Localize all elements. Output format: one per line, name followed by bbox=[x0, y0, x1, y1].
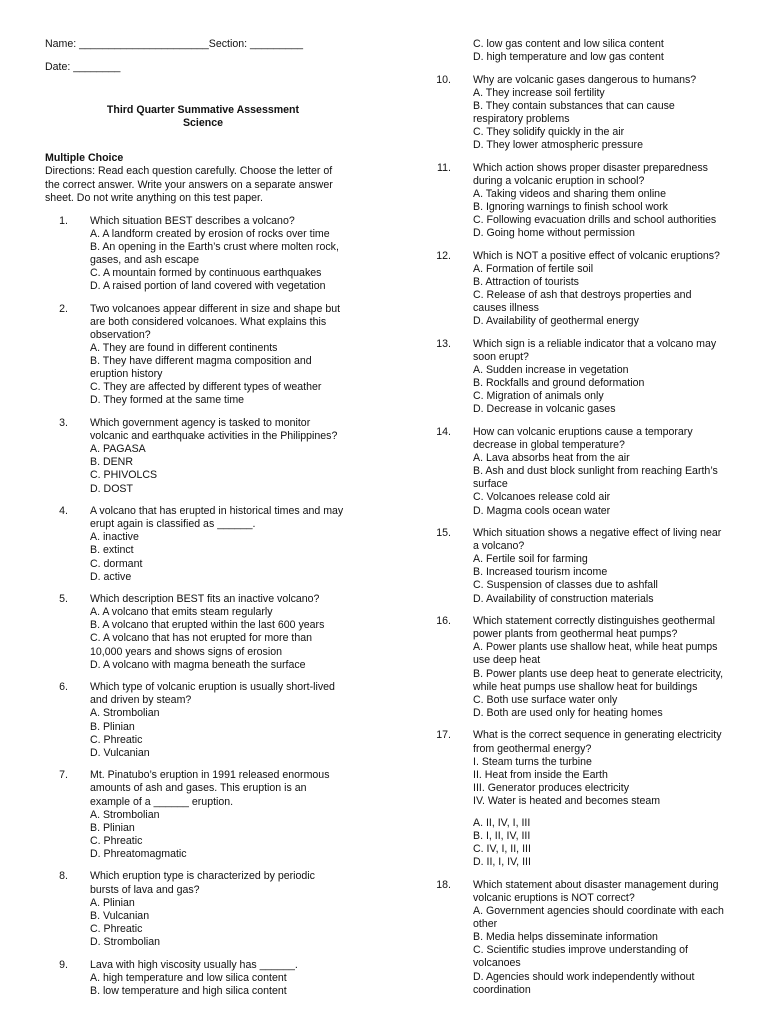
question-text-line: volcanic eruptions is NOT correct? bbox=[473, 891, 635, 904]
question-text-line: amounts of ash and gases. This eruption is an bbox=[90, 782, 307, 795]
question-text-line: C. Migration of animals only bbox=[473, 390, 604, 403]
question-text-line: A. inactive bbox=[90, 531, 139, 544]
question-text-line: C. They solidify quickly in the air bbox=[473, 126, 625, 139]
question-text-line: B. An opening in the Earth’s crust where molten rock, bbox=[90, 240, 339, 253]
question-text-line: D. Agencies should work independently without bbox=[473, 970, 695, 983]
spacer bbox=[473, 808, 728, 817]
question-text-line: are both considered volcanoes. What explains this bbox=[90, 315, 327, 328]
question-number: 12. bbox=[436, 249, 451, 262]
question-text-line: IV. Water is heated and becomes steam bbox=[473, 794, 661, 807]
question-text-line: Which eruption type is characterized by periodic bbox=[90, 870, 315, 883]
question-text-line: C. Scientific studies improve understanding of bbox=[473, 944, 688, 957]
question-text-line: surface bbox=[473, 478, 508, 491]
question-text-line: B. Rockfalls and ground deformation bbox=[473, 377, 645, 390]
name-section-line: Name: ______________________Section: _________ bbox=[45, 38, 304, 50]
question-text-line: C. Following evacuation drills and school authorities bbox=[473, 214, 717, 227]
question-text-line: C. Volcanoes release cold air bbox=[473, 491, 611, 504]
directions-line: sheet. Do not write anything on this test paper. bbox=[45, 191, 263, 204]
question-text-line: observation? bbox=[90, 329, 151, 341]
question-item bbox=[45, 505, 375, 584]
question-item bbox=[45, 593, 375, 672]
question-text-line: D. A volcano with magma beneath the surface bbox=[90, 658, 306, 671]
question-item bbox=[428, 729, 728, 869]
question-body bbox=[90, 505, 375, 584]
question-text-line: causes illness bbox=[473, 302, 539, 315]
question-number: 4. bbox=[59, 505, 68, 518]
question-number: 15. bbox=[436, 527, 451, 540]
question-text-line: B. They have different magma composition and bbox=[90, 355, 312, 368]
question-text-line: volcanoes bbox=[473, 957, 521, 970]
question-body bbox=[90, 959, 375, 998]
question-number bbox=[428, 38, 473, 64]
question-item bbox=[45, 870, 375, 949]
question-text-line: D. They lower atmospheric pressure bbox=[473, 139, 643, 152]
question-body bbox=[473, 729, 728, 869]
question-text-line: decrease in global temperature? bbox=[473, 439, 625, 452]
question-text-line: gases, and ash escape bbox=[90, 254, 199, 267]
question-body bbox=[473, 162, 728, 241]
question-text-line: B. extinct bbox=[90, 544, 134, 557]
question-text-line: A. Taking videos and sharing them online bbox=[473, 187, 666, 200]
question-text-line: B. Ash and dust block sunlight from reaching Earth’s bbox=[473, 465, 718, 478]
question-text-line: Which government agency is tasked to monitor bbox=[90, 417, 311, 430]
question-text-line: Which statement about disaster management during bbox=[473, 878, 719, 891]
directions bbox=[45, 165, 375, 204]
question-number: 10. bbox=[436, 73, 451, 86]
question-text-line: erupt again is classified as ______. bbox=[90, 518, 256, 531]
question-body bbox=[90, 593, 375, 672]
question-number: 13. bbox=[436, 337, 451, 350]
question-body bbox=[473, 879, 728, 997]
question-number: 6. bbox=[59, 681, 68, 694]
question-text-line: B. They contain substances that can cause bbox=[473, 99, 675, 112]
question-text-line: B. low temperature and high silica content bbox=[90, 984, 287, 997]
question-text-line: A. Sudden increase in vegetation bbox=[473, 364, 629, 377]
question-text-line: eruption history bbox=[90, 368, 163, 381]
question-number: 1. bbox=[59, 214, 68, 227]
question-number: 17. bbox=[436, 729, 451, 742]
question-item bbox=[428, 74, 728, 153]
question-text-line: use deep heat bbox=[473, 654, 541, 667]
question-text-line: volcanic and earthquake activities in the Philippines? bbox=[90, 430, 338, 443]
question-text-line: Which sign is a reliable indicator that a volcano may bbox=[473, 337, 717, 350]
question-number: 7. bbox=[59, 769, 68, 782]
question-number: 16. bbox=[436, 615, 451, 628]
title-line-1: Third Quarter Summative Assessment bbox=[106, 104, 300, 117]
question-body bbox=[473, 38, 728, 64]
question-body bbox=[473, 250, 728, 329]
question-text-line: Mt. Pinatubo’s eruption in 1991 released enormous bbox=[90, 769, 330, 782]
question-text-line: C. Phreatic bbox=[90, 922, 143, 935]
question-text-line: A. Formation of fertile soil bbox=[473, 262, 594, 275]
question-number: 9. bbox=[59, 958, 68, 971]
question-text-line: B. Power plants use deep heat to generate electricity, bbox=[473, 667, 724, 680]
answer-option: D. high temperature and low gas content bbox=[473, 51, 664, 64]
question-text-line: D. Availability of construction materials bbox=[473, 592, 654, 605]
question-text-line: Which description BEST fits an inactive volcano? bbox=[90, 593, 320, 606]
question-text-line: C. Phreatic bbox=[90, 733, 143, 746]
question-body bbox=[90, 303, 375, 408]
question-body bbox=[473, 615, 728, 720]
question-number: 5. bbox=[59, 593, 68, 606]
question-text-line: D. Magma cools ocean water bbox=[473, 504, 611, 517]
question-item bbox=[428, 426, 728, 518]
question-item bbox=[45, 959, 375, 998]
question-text-line: other bbox=[473, 918, 498, 931]
question-text-line: bursts of lava and gas? bbox=[90, 883, 200, 896]
question-text-line: C. They are affected by different types of weather bbox=[90, 381, 322, 394]
question-text-line: B. A volcano that erupted within the last 600 years bbox=[90, 619, 325, 632]
question-text-line: A. Strombolian bbox=[90, 707, 160, 720]
question-text-line: B. Ignoring warnings to finish school work bbox=[473, 201, 668, 214]
question-text-line: respiratory problems bbox=[473, 112, 570, 125]
question-text-line: Which situation BEST describes a volcano? bbox=[90, 214, 295, 227]
answer-option: C. low gas content and low silica content bbox=[473, 38, 664, 50]
question-text-line: and driven by steam? bbox=[90, 694, 192, 707]
question-body bbox=[90, 769, 375, 861]
question-text-line: D. active bbox=[90, 570, 132, 583]
question-number: 8. bbox=[59, 870, 68, 883]
question-text-line: Why are volcanic gases dangerous to humans? bbox=[473, 73, 697, 86]
question-text-line: D. DOST bbox=[90, 482, 133, 495]
question-item bbox=[45, 681, 375, 760]
question-text-line: Two volcanoes appear different in size and shape but bbox=[90, 302, 341, 315]
question-text-line: D. They formed at the same time bbox=[90, 394, 245, 407]
question-text-line: coordination bbox=[473, 983, 531, 996]
question-text-line: C. dormant bbox=[90, 557, 143, 570]
question-text-line: B. Media helps disseminate information bbox=[473, 931, 658, 944]
question-text-line: D. Decrease in volcanic gases bbox=[473, 403, 616, 416]
question-body bbox=[90, 215, 375, 294]
question-item bbox=[45, 215, 375, 294]
question-text-line: C. PHIVOLCS bbox=[90, 469, 158, 482]
question-text-line: A. They increase soil fertility bbox=[473, 86, 605, 99]
question-body bbox=[90, 417, 375, 496]
question-text-line: III. Generator produces electricity bbox=[473, 781, 630, 794]
question-text-line: A. A volcano that emits steam regularly bbox=[90, 606, 273, 619]
question-text-line: B. Attraction of tourists bbox=[473, 276, 579, 288]
question-item bbox=[45, 769, 375, 861]
question-text-line: C. Phreatic bbox=[90, 834, 143, 847]
question-text-line: C. Both use surface water only bbox=[473, 693, 618, 706]
question-item bbox=[45, 417, 375, 496]
directions-line: Directions: Read each question carefully. Choose the letter of bbox=[45, 165, 333, 178]
question-text-line: Which type of volcanic eruption is usually short-lived bbox=[90, 681, 335, 694]
question-text-line: D. Both are used only for heating homes bbox=[473, 706, 663, 719]
question-text-line: B. Increased tourism income bbox=[473, 566, 608, 579]
question-text-line: A. Lava absorbs heat from the air bbox=[473, 452, 630, 465]
question-text-line: B. Vulcanian bbox=[90, 909, 150, 922]
question-text-line: C. A volcano that has not erupted for more than bbox=[90, 632, 313, 645]
question-item bbox=[428, 338, 728, 417]
question-text-line: C. Release of ash that destroys properties and bbox=[473, 289, 692, 302]
question-text-line: a volcano? bbox=[473, 540, 525, 553]
question-text-line: Which is NOT a positive effect of volcanic eruptions? bbox=[473, 249, 720, 262]
question-body bbox=[473, 338, 728, 417]
title-line-2: Science bbox=[182, 117, 224, 130]
right-question-list bbox=[428, 74, 728, 997]
question-text-line: A volcano that has erupted in historical times and may bbox=[90, 505, 344, 518]
left-column bbox=[45, 38, 375, 1007]
question-text-line: D. Availability of geothermal energy bbox=[473, 315, 639, 328]
page-title bbox=[45, 104, 361, 130]
question-text-line: A. Strombolian bbox=[90, 808, 160, 821]
question-text-line: C. IV, I, II, III bbox=[473, 843, 531, 856]
question-item bbox=[428, 162, 728, 241]
question-text-line: D. A raised portion of land covered with vegetation bbox=[90, 280, 326, 293]
question-text-line: Which action shows proper disaster preparedness bbox=[473, 161, 708, 174]
question-text-line: A. A landform created by erosion of rocks over time bbox=[90, 227, 330, 240]
question-text-line: A. Plinian bbox=[90, 896, 135, 909]
question-text-line: Lava with high viscosity usually has ______. bbox=[90, 958, 298, 971]
question-text-line: A. They are found in different continents bbox=[90, 342, 278, 355]
question-text-line: soon erupt? bbox=[473, 350, 529, 363]
question-text-line: B. Plinian bbox=[90, 720, 135, 733]
question-body bbox=[473, 426, 728, 518]
question-text-line: D. Phreatomagmatic bbox=[90, 847, 187, 860]
question-text-line: example of a ______ eruption. bbox=[90, 795, 234, 808]
question-text-line: from geothermal energy? bbox=[473, 742, 592, 755]
question-text-line: B. DENR bbox=[90, 456, 133, 469]
question-item bbox=[428, 615, 728, 720]
question-item bbox=[428, 879, 728, 997]
left-question-list bbox=[45, 215, 375, 998]
question-text-line: power plants from geothermal heat pumps? bbox=[473, 628, 678, 641]
date-line: Date: ________ bbox=[45, 61, 121, 74]
question-text-line: D. Strombolian bbox=[90, 935, 161, 948]
question-text-line: What is the correct sequence in generating electricity bbox=[473, 729, 722, 742]
question-number: 18. bbox=[436, 878, 451, 891]
question-text-line: D. Going home without permission bbox=[473, 227, 635, 240]
question-text-line: II. Heat from inside the Earth bbox=[473, 768, 608, 781]
section-heading: Multiple Choice bbox=[45, 152, 124, 165]
question-number: 3. bbox=[59, 417, 68, 430]
question-text-line: A. Fertile soil for farming bbox=[473, 553, 588, 566]
question-text-line: A. II, IV, I, III bbox=[473, 816, 531, 829]
question-text-line: A. Power plants use shallow heat, while heat pumps bbox=[473, 641, 718, 654]
question-body bbox=[90, 681, 375, 760]
question-text-line: 10,000 years and shows signs of erosion bbox=[90, 645, 282, 658]
question-text-line: I. Steam turns the turbine bbox=[473, 755, 592, 768]
question-9-continued bbox=[428, 38, 728, 64]
question-text-line: Which situation shows a negative effect of living near bbox=[473, 527, 722, 540]
question-text-line: How can volcanic eruptions cause a temporary bbox=[473, 425, 693, 438]
question-number: 2. bbox=[59, 302, 68, 315]
question-body bbox=[473, 527, 728, 606]
question-text-line: C. A mountain formed by continuous earthquakes bbox=[90, 267, 322, 280]
question-text-line: A. PAGASA bbox=[90, 443, 146, 456]
question-text-line: C. Suspension of classes due to ashfall bbox=[473, 579, 658, 592]
question-text-line: while heat pumps use shallow heat for buildings bbox=[473, 680, 698, 693]
directions-line: the correct answer. Write your answers on a separate answer bbox=[45, 178, 333, 191]
question-text-line: A. high temperature and low silica content bbox=[90, 971, 287, 984]
question-text-line: A. Government agencies should coordinate with each bbox=[473, 905, 724, 918]
question-text-line: during a volcanic eruption in school? bbox=[473, 174, 645, 187]
question-item bbox=[428, 250, 728, 329]
right-column bbox=[428, 38, 728, 1006]
question-text-line: D. Vulcanian bbox=[90, 746, 150, 759]
question-body bbox=[473, 74, 728, 153]
question-body bbox=[90, 870, 375, 949]
question-number: 11. bbox=[437, 161, 451, 174]
question-text-line: Which statement correctly distinguishes geothermal bbox=[473, 615, 715, 628]
question-number: 14. bbox=[436, 425, 451, 438]
question-text-line: D. II, I, IV, III bbox=[473, 856, 531, 869]
question-text-line: B. I, II, IV, III bbox=[473, 830, 531, 843]
question-item bbox=[428, 527, 728, 606]
question-text-line: B. Plinian bbox=[90, 821, 135, 834]
question-item bbox=[45, 303, 375, 408]
